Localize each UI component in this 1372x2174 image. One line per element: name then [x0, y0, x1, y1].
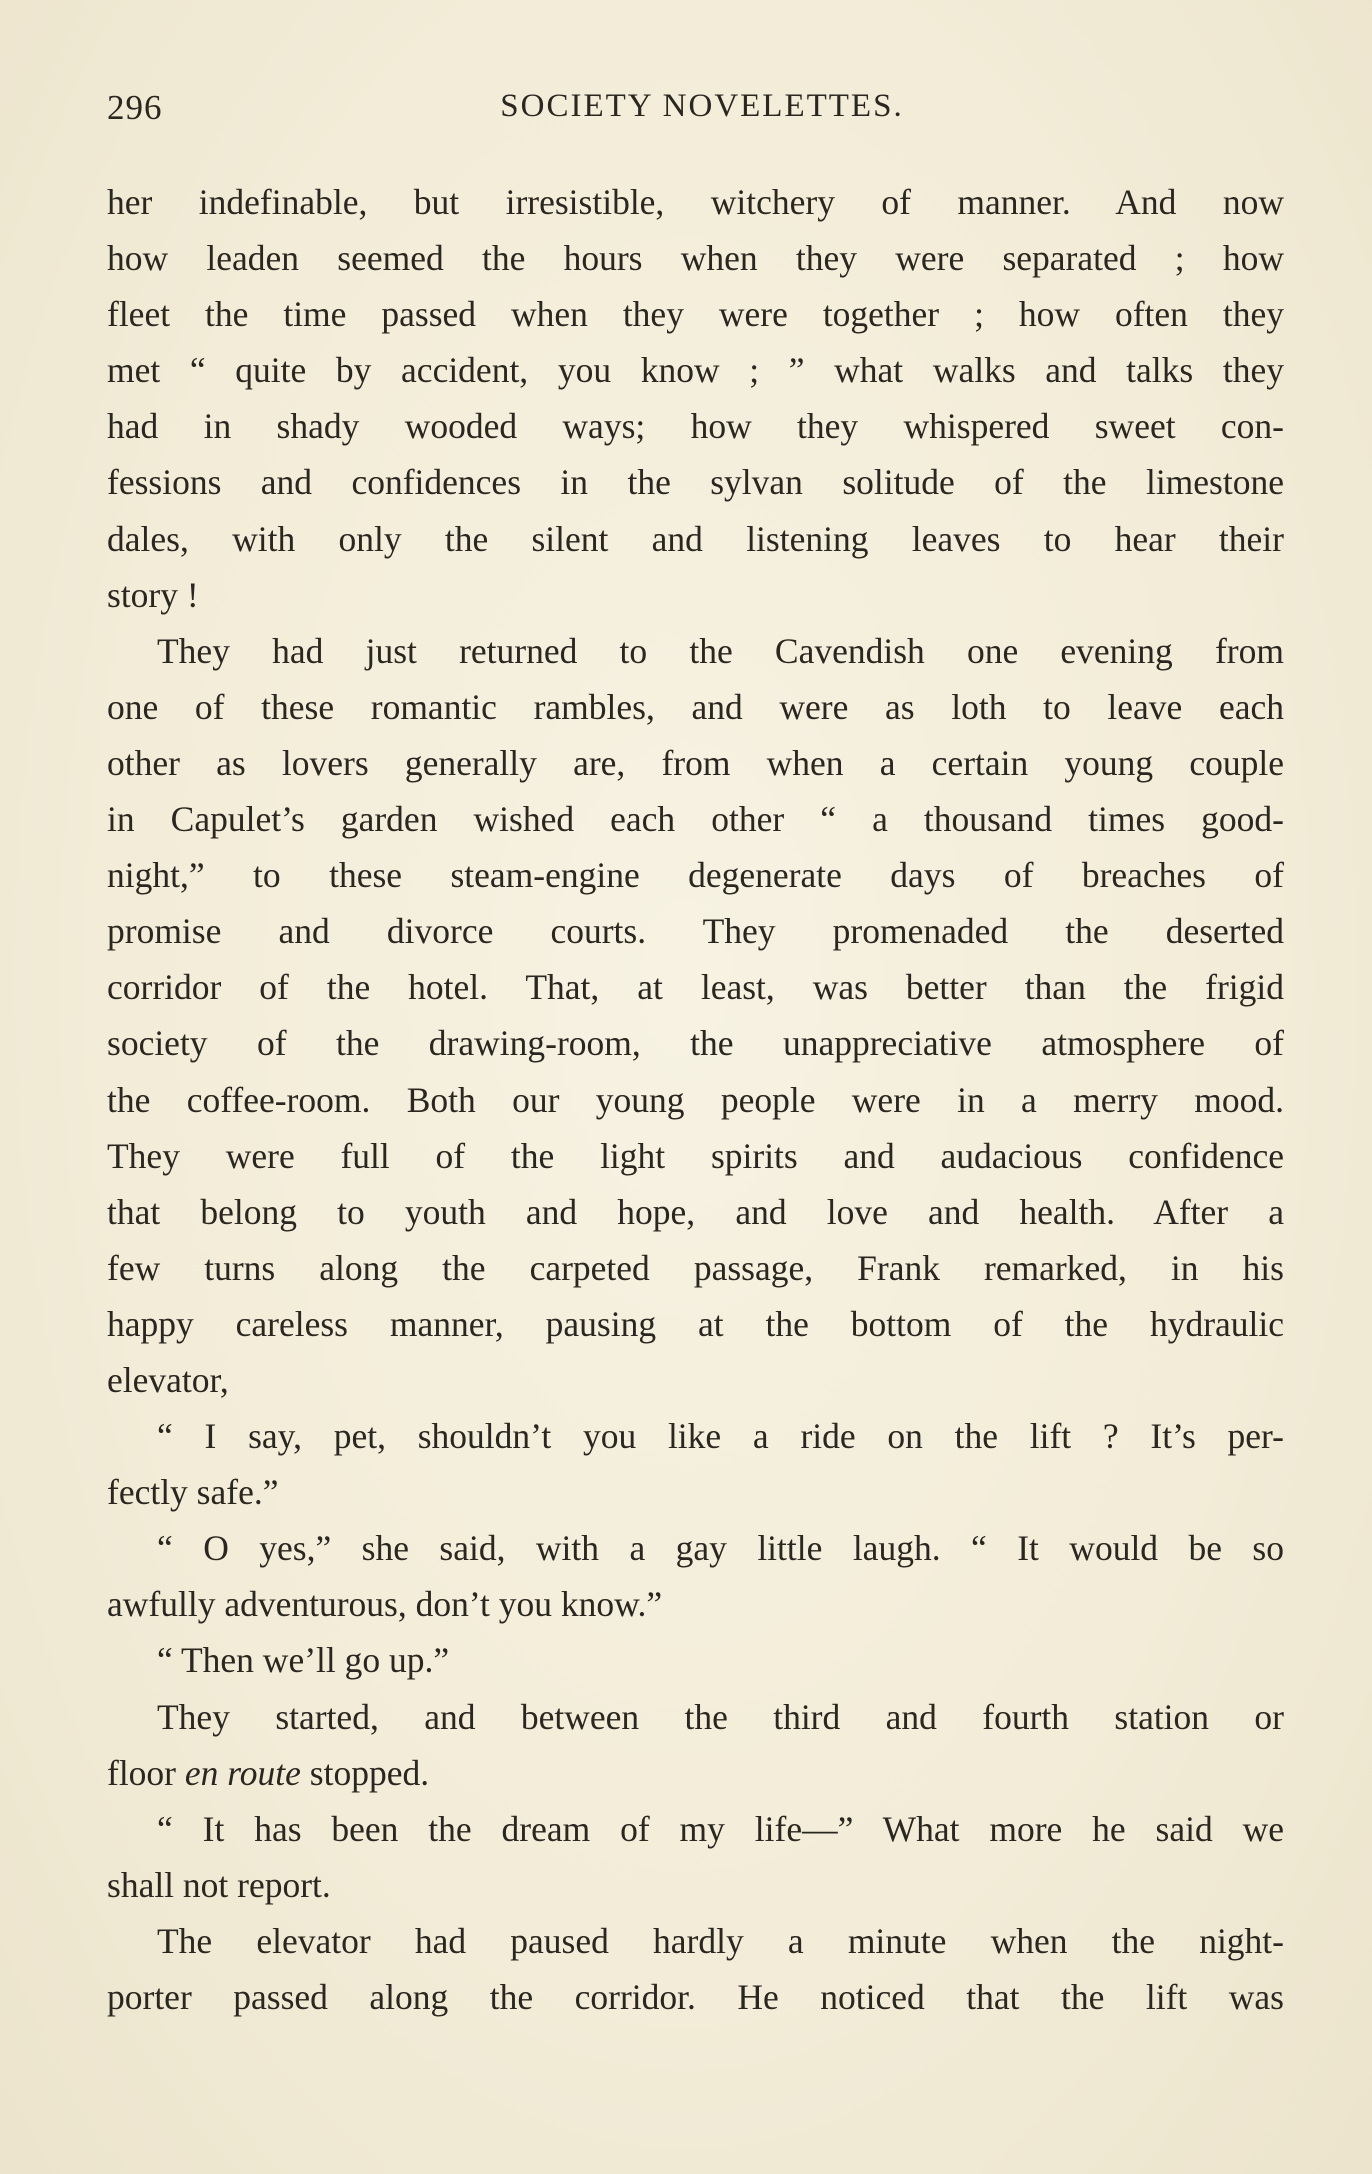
text-line: “ It has been the dream of my life—” What more he said we	[157, 1808, 1284, 1849]
text-line: dales, with only the silent and listening leaves to hear their	[107, 518, 1284, 559]
page-number: 296	[107, 88, 163, 127]
text-line: They started, and between the third and fourth station or	[157, 1696, 1284, 1737]
text-line: fessions and confidences in the sylvan solitude of the limestone	[107, 462, 1284, 503]
text-line: other as lovers generally are, from when a certain young couple	[107, 742, 1284, 783]
text-line: few turns along the carpeted passage, Frank remarked, in his	[107, 1247, 1284, 1288]
running-head: SOCIETY NOVELETTES.	[500, 88, 904, 124]
text-line: her indefinable, but irresistible, witchery of manner. And now	[107, 182, 1284, 222]
text-line: corridor of the hotel. That, at least, was better than the frigid	[107, 967, 1284, 1008]
text-line: that belong to youth and hope, and love and health. After a	[107, 1191, 1284, 1232]
text-line: elevator,	[107, 1359, 229, 1400]
text-line: “ Then we’ll go up.”	[157, 1640, 450, 1681]
text-line: “ O yes,” she said, with a gay little laugh. “ It would be so	[157, 1528, 1284, 1569]
text-line: how leaden seemed the hours when they were separated ; how	[107, 238, 1284, 279]
text-line: The elevator had paused hardly a minute when the night-	[157, 1920, 1284, 1961]
text-line: happy careless manner, pausing at the bottom of the hydraulic	[107, 1303, 1284, 1344]
text-line: awfully adventurous, don’t you know.”	[107, 1584, 663, 1625]
text-line: in Capulet’s garden wished each other “ a thousand times good-	[107, 799, 1284, 840]
text-line: They had just returned to the Cavendish one evening from	[157, 630, 1284, 671]
text-line: fleet the time passed when they were together ; how often they	[107, 294, 1284, 335]
text-line: met “ quite by accident, you know ; ” what walks and talks they	[107, 350, 1284, 391]
text-line	[107, 1745, 1284, 1801]
text-line: They were full of the light spirits and audacious confidence	[107, 1135, 1284, 1176]
text-line: story !	[107, 574, 199, 615]
text-line: shall not report.	[107, 1864, 331, 1905]
text-line: “ I say, pet, shouldn’t you like a ride on the lift ? It’s per-	[157, 1416, 1284, 1457]
text-line: promise and divorce courts. They promenaded the deserted	[107, 911, 1284, 952]
text-line: one of these romantic rambles, and were as loth to leave each	[107, 686, 1284, 727]
page-header	[107, 88, 1277, 128]
line-text: stopped.	[300, 1752, 430, 1793]
italic-phrase: en route	[184, 1752, 301, 1793]
text-line: porter passed along the corridor. He noticed that the lift was	[107, 1977, 1284, 2017]
text-line: fectly safe.”	[107, 1472, 279, 1513]
text-line: the coffee-room. Both our young people were in a merry mood.	[107, 1079, 1284, 1120]
text-line: had in shady wooded ways; how they whispered sweet con-	[107, 406, 1284, 447]
text-line: society of the drawing-room, the unappreciative atmosphere of	[107, 1023, 1284, 1064]
text-line: night,” to these steam-engine degenerate days of breaches of	[107, 855, 1284, 896]
body-text	[107, 174, 1284, 2025]
line-text: floor	[107, 1752, 185, 1793]
